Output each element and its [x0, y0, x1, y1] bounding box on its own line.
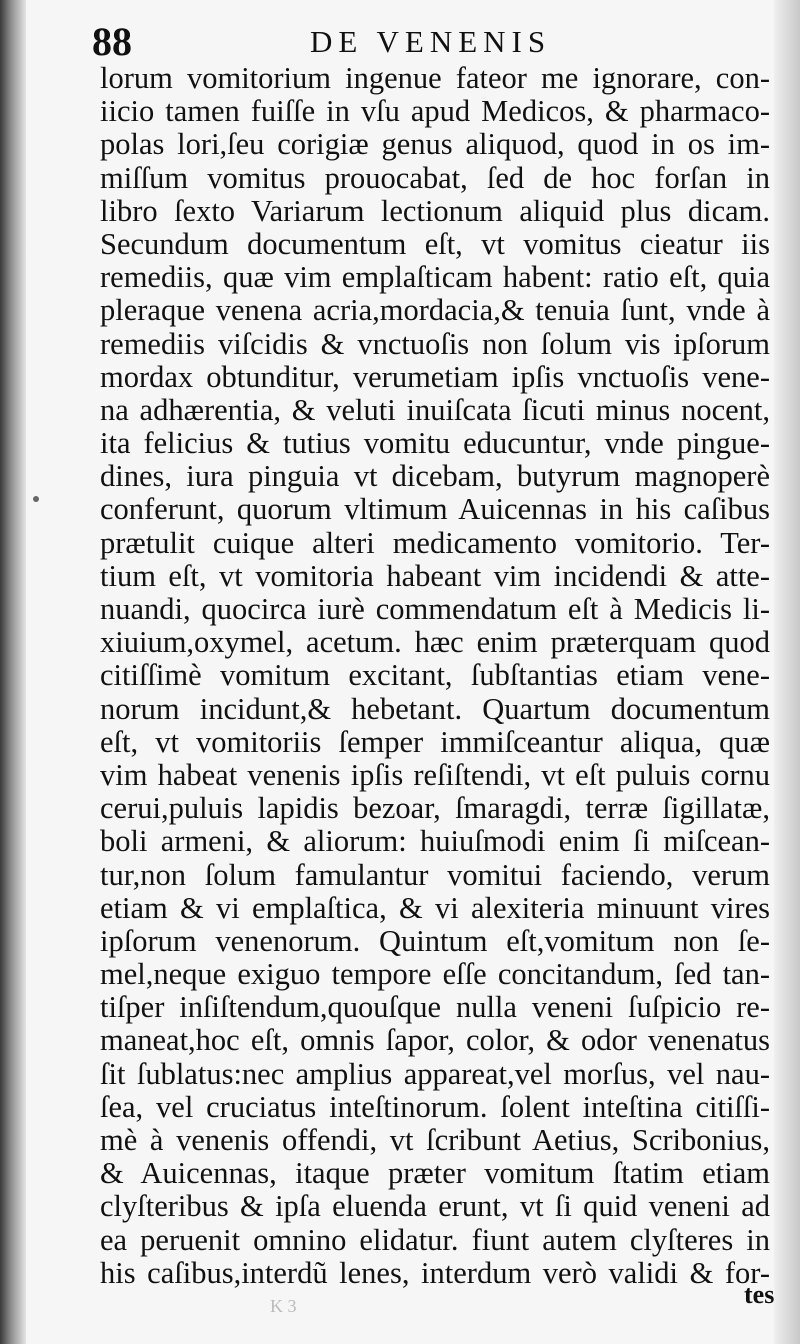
text-line: tium eſt, vt vomitoria habeant vim incidendi & atte- [100, 558, 770, 593]
text-line: his caſibus,interdũ lenes, interdum verò validi & for- [100, 1255, 770, 1290]
text-line: ſea, vel cruciatus inteſtinorum. ſolent inteſtina citiſſi- [100, 1089, 770, 1124]
text-line: miſſum vomitus prouocabat, ſed de hoc forſan in [100, 160, 770, 195]
text-line: dines, iura pinguia vt dicebam, butyrum magnoperè [100, 459, 770, 494]
text-line: remediis viſcidis & vnctuoſis non ſolum vis ipſorum [100, 326, 770, 361]
ink-speck [33, 496, 39, 502]
body-text [100, 62, 770, 1290]
text-line: eſt, vt vomitoriis ſemper immiſceantur aliqua, quæ [100, 724, 770, 759]
text-line: lorum vomitorium ingenue fateor me ignorare, con- [100, 61, 770, 95]
text-line: polas lori,ſeu corigiæ genus aliquod, quod in os im- [100, 127, 770, 162]
text-line: tiſper inſiſtendum,quouſque nulla veneni ſuſpicio re- [100, 990, 770, 1025]
text-line: pleraque venena acria,mordacia,& tenuia ſunt, vnde à [100, 293, 770, 328]
text-line: cerui,puluis lapidis bezoar, ſmaragdi, terræ ſigillatæ, [100, 791, 770, 826]
text-line: ipſorum venenorum. Quintum eſt,vomitum non ſe- [100, 923, 770, 958]
text-line: ita felicius & tutius vomitu educuntur, vnde pingue- [100, 426, 770, 461]
text-line: citiſſimè vomitum excitant, ſubſtantias etiam vene- [100, 658, 770, 693]
text-line: norum incidunt,& hebetant. Quartum documentum [100, 691, 770, 726]
text-line: ſit ſublatus:nec amplius appareat,vel morſus, vel nau- [100, 1056, 770, 1091]
gutter-shadow [0, 0, 26, 1344]
text-line: iicio tamen fuiſſe in vſu apud Medicos, & pharmaco- [100, 94, 770, 129]
text-line: prætulit cuique alteri medicamento vomitorio. Ter- [100, 525, 770, 560]
running-title: DE VENENIS [310, 24, 552, 59]
catchword: tes [744, 1280, 775, 1309]
text-line: xiuium,oxymel, acetum. hæc enim præterquam quod [100, 625, 770, 660]
text-line: mordax obtunditur, verumetiam ipſis vnctuoſis vene- [100, 359, 770, 394]
page-number: 88 [92, 19, 132, 64]
text-line: & Auicennas, itaque præter vomitum ſtatim etiam [100, 1156, 770, 1191]
signature-mark: K 3 [270, 1296, 297, 1316]
text-line: mè à venenis offendi, vt ſcribunt Aetius, Scribonius, [100, 1123, 770, 1157]
page-edge [774, 0, 800, 1344]
text-line: mel,neque exiguo tempore eſſe concitandum, ſed tan- [100, 957, 770, 992]
text-line: libro ſexto Variarum lectionum aliquid plus dicam. [100, 193, 770, 228]
text-line: vim habeat venenis ipſis reſiſtendi, vt eſt puluis cornu [100, 757, 770, 792]
text-line: nuandi, quocirca iurè commendatum eſt à Medicis li- [100, 592, 770, 626]
text-line: remediis, quæ vim emplaſticam habent: ratio eſt, quia [100, 260, 770, 295]
text-line: Secundum documentum eſt, vt vomitus cieatur iis [100, 226, 770, 261]
text-line: na adhærentia, & veluti inuiſcata ſicuti minus nocent, [100, 392, 770, 427]
text-line: clyſteribus & ipſa eluenda erunt, vt ſi quid veneni ad [100, 1189, 770, 1224]
text-line: tur,non ſolum famulantur vomitui faciendo, verum [100, 857, 770, 892]
text-line: maneat,hoc eſt, omnis ſapor, color, & odor venenatus [100, 1023, 770, 1058]
text-line: etiam & vi emplaſtica, & vi alexiteria minuunt vires [100, 890, 770, 925]
text-line: boli armeni, & aliorum: huiuſmodi enim ſi miſcean- [100, 824, 770, 859]
text-line: ea peruenit omnino elidatur. fiunt autem clyſteres in [100, 1222, 770, 1257]
text-line: conferunt, quorum vltimum Auicennas in his caſibus [100, 492, 770, 527]
